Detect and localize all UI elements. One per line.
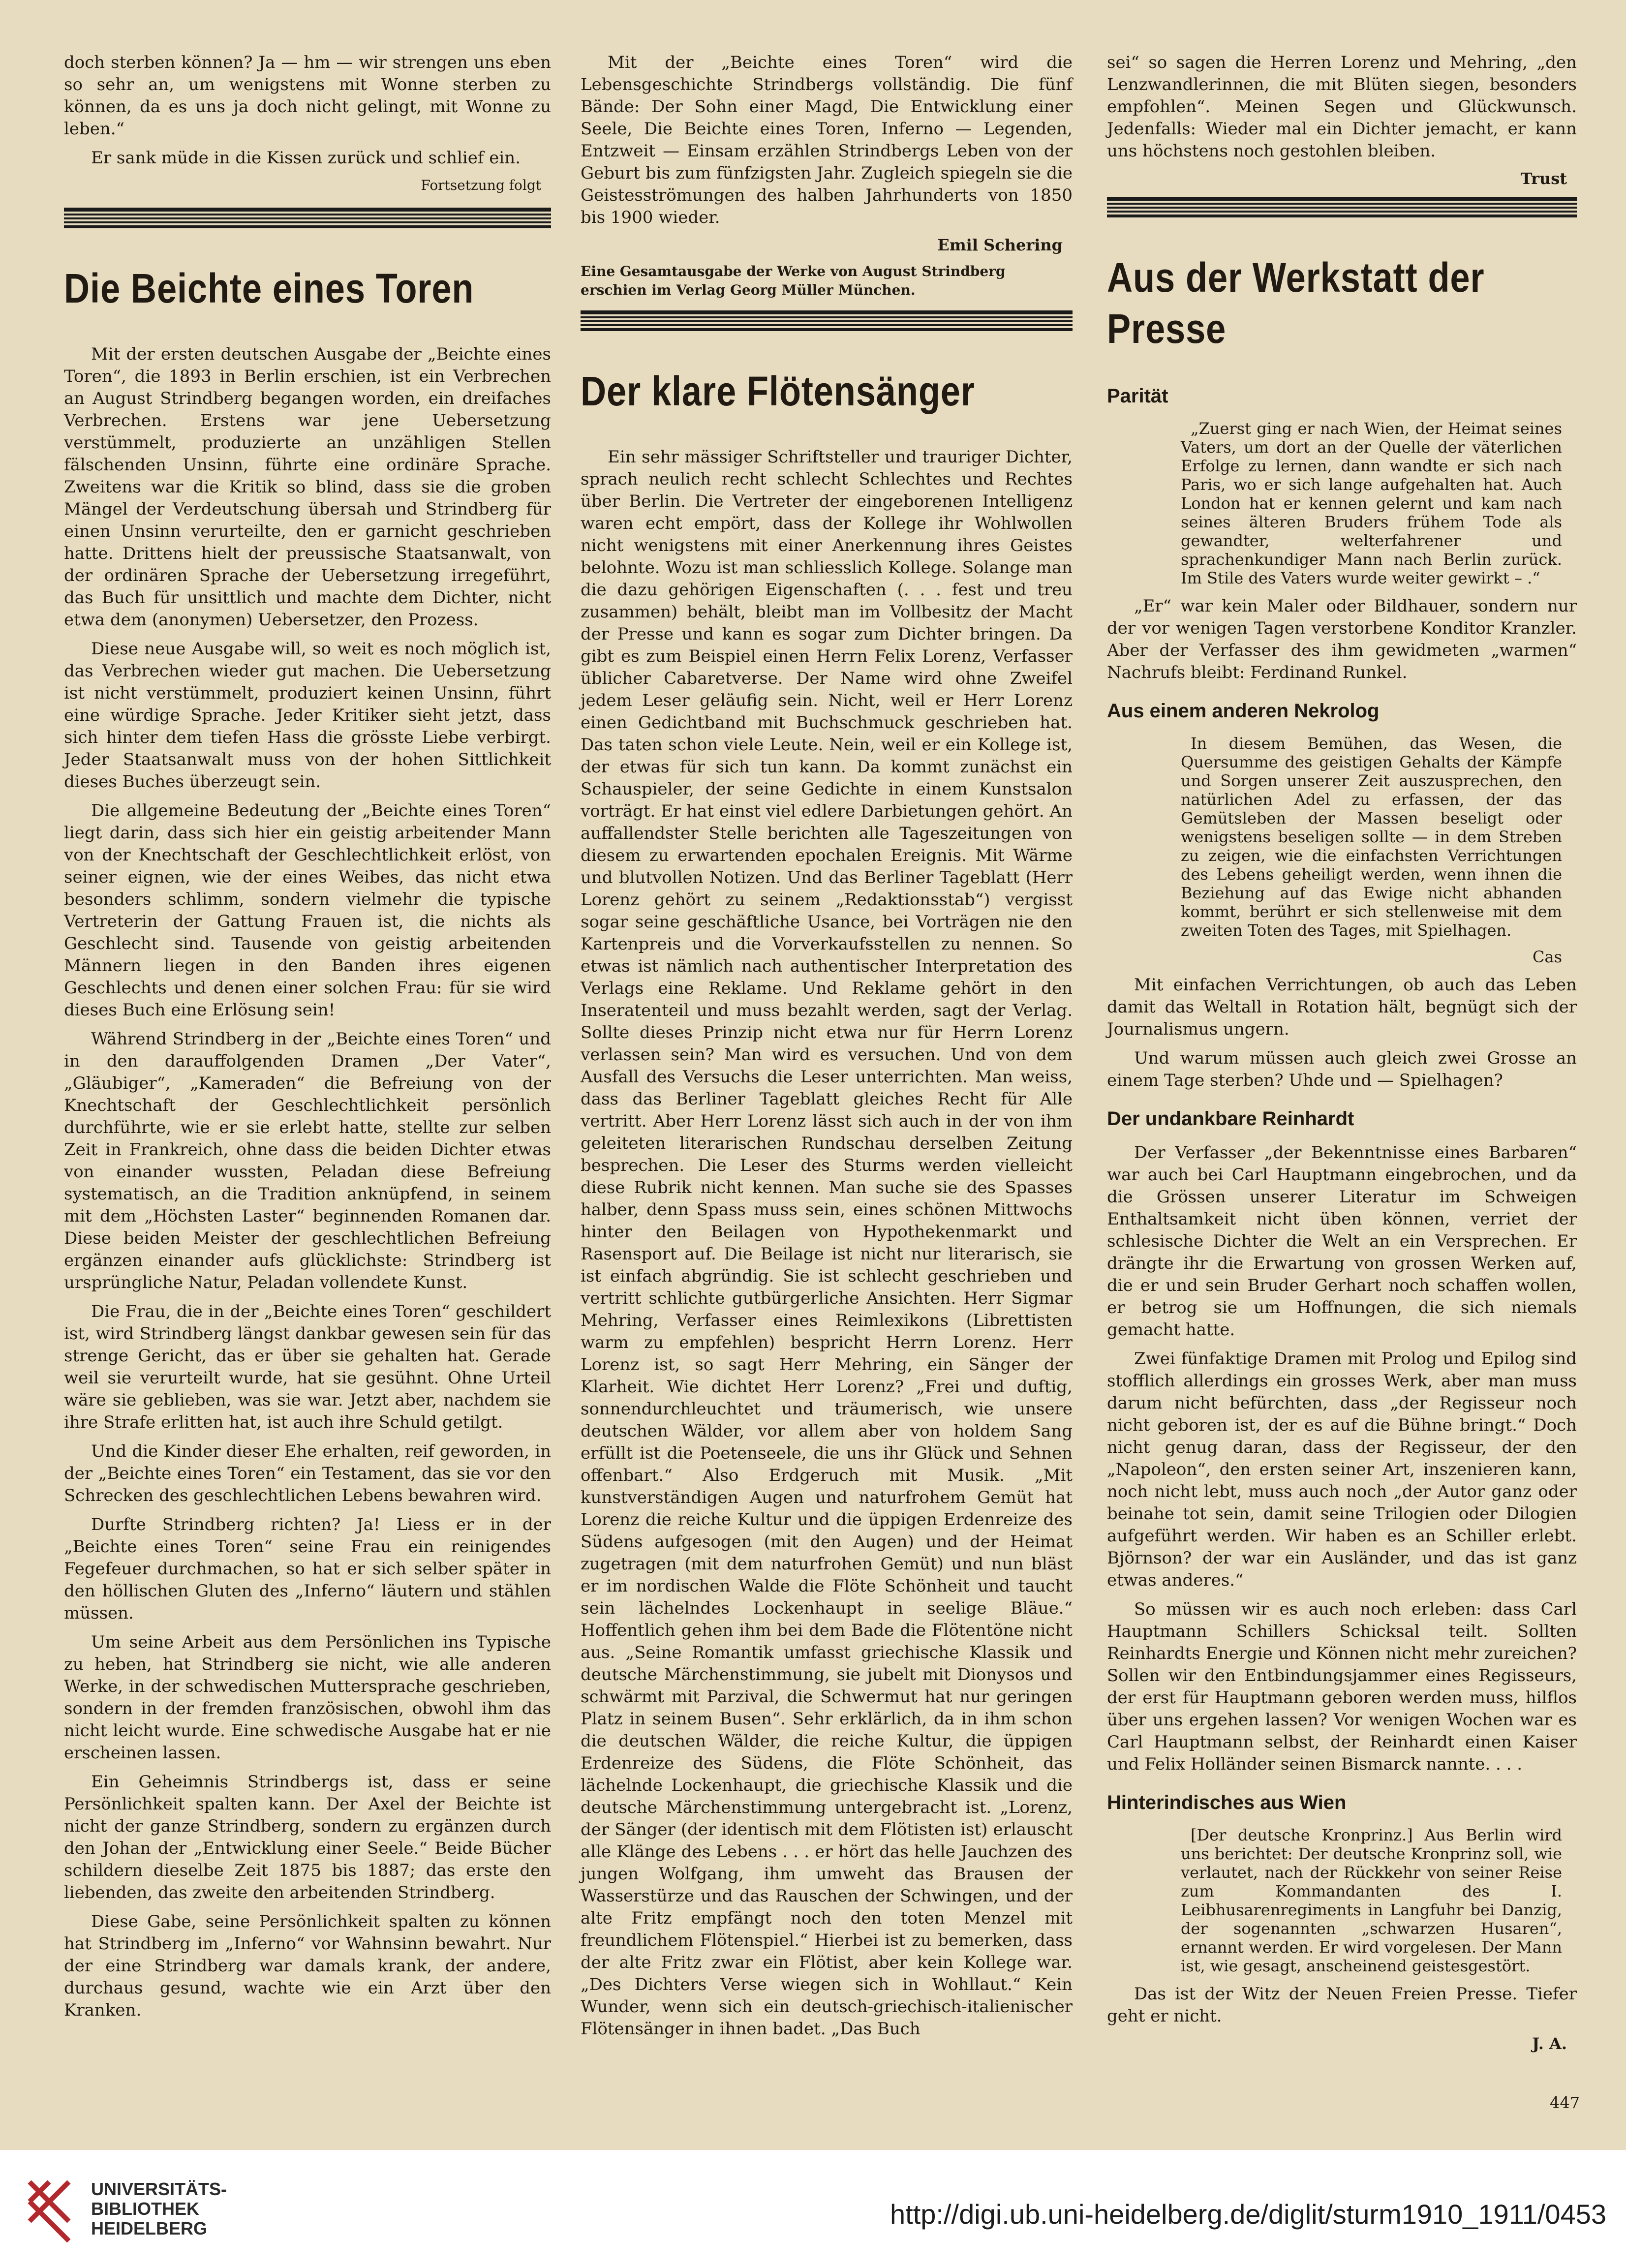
section-heading: Der undankbare Reinhardt: [1107, 1108, 1354, 1130]
paragraph: Mit einfachen Verrichtungen, ob auch das Leben damit das Weltall in Rotation hält, begnügt sich der Journalismus ungern.: [1107, 975, 1577, 1039]
paragraph: Der Verfasser „der Bekenntnisse eines Barbaren“ war auch bei Carl Hauptmann eingebrochen, und da die Grössen unserer Literatur im Schweigen Enthaltsamkeit nicht üben können, verriet der schlesische Dichter die Welt an ein Versprechen. Er drängte ihr die Erwartung von grossen Werken auf, die er und sein Bruder Gerhart noch schaffen wollen, er betrog sie um Hoffnungen, die sich niemals gemacht hatte.: [1107, 1143, 1577, 1340]
paragraph: Während Strindberg in der „Beichte eines Toren“ und in den darauffolgenden Dramen „Der Vater“, „Gläubiger“, „Kameraden“ die Befreiung von der Knechtschaft der Geschlechtlichkeit persönlich durchführte, wie er sie erlebt hatte, stellte zur selben Zeit in Frankreich, ohne dass die beiden Dichter etwas von einander wussten, Peladan diese Befreiung systematisch, an die Tradition anknüpfend, in seinem mit dem „Höchsten Laster“ beginnenden Romanen dar. Diese beiden Meister der geschlechtlichen Befreiung ergänzen einander aufs glücklichste: Strindberg ist ursprüngliche Natur, Peladan vollendete Kunst.: [64, 1029, 551, 1292]
paragraph: So müssen wir es auch noch erleben: dass Carl Hauptmann Schillers Schicksal teilt. Sollten Reinhardts Energie und Können nicht mehr zureichen? Sollen wir den Entbindungsjammer eines Regisseurs, der erst für Hauptmann geboren werden muss, hilflos über uns ergehen lassen? Vor wenigen Wochen war es Carl Hauptmann selbst, der Reinhardt einen Kaiser und Felix Holländer seinen Bismarck nannte. . . .: [1107, 1599, 1577, 1774]
quoted-text: In diesem Bemühen, das Wesen, die Quersumme des geistigen Gehalts der Kämpfe und Sorgen unserer Zeit auszusprechen, den natürlichen Adel zu erfassen, der das Gemütsleben der Massen beseligt oder wenigstens beseligen sollte — in dem Streben zu zeigen, wie die einfachsten Verrichtungen des Lebens geheiligt werden, wenn ihnen die Beziehung auf das Ewige nicht abhanden kommt, berührt er sich stellenweise mit dem zweiten Toten des Tages, mit Spielhagen.: [1181, 734, 1562, 940]
edition-note: Eine Gesamtausgabe der Werke von August Strindberg erschien im Verlag Georg Müller München.: [581, 263, 1006, 298]
paragraph: Die allgemeine Bedeutung der „Beichte eines Toren“ liegt darin, dass sich hier ein geistig arbeitender Mann von der Knechtschaft der Geschlechtlichkeit erlöst, von seiner eignen, wie der eines Weibes, das nicht etwa besonders schlimm, sondern vielmehr die typische Vertreterin der Gattung Frauen ist, die nichts als Geschlecht sind. Tausende von geistig arbeitenden Männern liegen in den Banden ihres eigenen Geschlechts und denen einer solchen Frau: für sie wird dieses Buch eine Erlösung sein!: [64, 801, 551, 1020]
paragraph: Das ist der Witz der Neuen Freien Presse. Tiefer geht er nicht.: [1107, 1984, 1577, 2026]
column-1: [64, 52, 551, 2028]
institution-name: UNIVERSITÄTS- BIBLIOTHEK HEIDELBERG: [91, 2179, 227, 2238]
paragraph: Und warum müssen auch gleich zwei Grosse an einem Tage sterben? Uhde und — Spielhagen?: [1107, 1048, 1577, 1090]
paragraph: „Er“ war kein Maler oder Bildhauer, sondern nur der vor wenigen Tagen verstorbene Konditor Kranzler. Aber der Verfasser des ihm gewidmeten „warmen“ Nachrufs bleibt: Ferdinand Runkel.: [1107, 596, 1577, 682]
continuation-note: Fortsetzung folgt: [421, 177, 541, 193]
paragraph: Diese Gabe, seine Persönlichkeit spalten zu können hat Strindberg im „Inferno“ vor Wahnsinn bewahrt. Nur der eine Strindberg war damals krank, der andere, durchaus gesund, wachte wie ein Arzt über den Kranken.: [64, 1912, 551, 2020]
paragraph: Zwei fünfaktige Dramen mit Prolog und Epilog sind stofflich allerdings ein grosses Werk, aber man muss darum nicht befürchten, dass „der Regisseur noch nicht geboren ist, der es auf die Bühne bringt.“ Doch nicht genug daran, dass der Regisseur, der den „Napoleon“, den ersten seiner Art, inszenieren kann, noch nicht lebt, muss auch noch „der Autor ganz oder beinahe tot sein, damit seine Trilogien oder Dilogien aufgeführt werden. Wir haben es an Schiller erlebt. Björnson? der war ein Ausländer, und das ist ganz etwas anderes.“: [1107, 1349, 1577, 1590]
story-ending-line: Er sank müde in die Kissen zurück und schlief ein.: [91, 148, 521, 168]
section-rule: [581, 310, 1073, 331]
section-rule: [1107, 197, 1577, 217]
page-number: 447: [1550, 2093, 1580, 2112]
article-title: Die Beichte eines Toren: [64, 265, 474, 311]
author-signature: Trust: [1520, 169, 1567, 188]
library-footer: [0, 2150, 1626, 2268]
article-title: Aus der Werkstatt der Presse: [1107, 254, 1485, 352]
library-logo-icon: [20, 2172, 84, 2251]
author-signature: J. A.: [1532, 2034, 1567, 2053]
paragraph: Durfte Strindberg richten? Ja! Liess er in der „Beichte eines Toren“ seine Frau ein reinigendes Fegefeuer durchmachen, so hat er sich selber später in den höllischen Gluten des „Inferno“ läutern und stählen müssen.: [64, 1515, 551, 1623]
quoted-text: [Der deutsche Kronprinz.] Aus Berlin wird uns berichtet: Der deutsche Kronprinz soll, wie verlautet, nach der Rückkehr von seiner Reise zum Kommandanten des I. Leibhusarenregiments in Langfuhr bei Danzig, der sogenannten „schwarzen Husaren“, ernannt werden. Er wird vorgelesen. Der Mann ist, wie gesagt, anscheinend geistesgestört.: [1181, 1826, 1562, 1975]
paragraph: Um seine Arbeit aus dem Persönlichen ins Typische zu heben, hat Strindberg sie nicht, wie alle anderen Werke, in der schwedischen Muttersprache geschrieben, sondern in der fremden französischen, obwohl ihm das nicht leicht wurde. Eine schwedische Ausgabe hat er nie erscheinen lassen.: [64, 1632, 551, 1763]
section-heading: Aus einem anderen Nekrolog: [1107, 700, 1380, 722]
column-2: [581, 52, 1073, 2047]
section-heading: Parität: [1107, 385, 1168, 407]
quote-signature: Cas: [1533, 948, 1562, 966]
paragraph: Mit der „Beichte eines Toren“ wird die Lebensgeschichte Strindbergs vollständig. Die fünf Bände: Der Sohn einer Magd, Die Entwicklung einer Seele, Die Beichte eines Toren, Inferno — Legenden, Entzweit — Einsam erzählen Strindbergs Leben von der Geburt bis zum fünfzigsten Jahr. Zugleich spiegeln sie die Geistesströmungen des halben Jahrhunderts von 1850 bis 1900 wieder.: [581, 53, 1073, 227]
column-3: [1107, 52, 1577, 2061]
paragraph: sei“ so sagen die Herren Lorenz und Mehring, „den Lenzwandlerinnen, die mit Blüten siegen, besonders empfohlen“. Meinen Segen und Glückwunsch. Jedenfalls: Wieder mal ein Dichter jemacht, er kann uns höchstens noch gestohlen bleiben.: [1107, 53, 1577, 161]
source-url-link[interactable]: http://digi.ub.uni-heidelberg.de/diglit/sturm1910_1911/0453: [890, 2199, 1606, 2230]
paragraph: Und die Kinder dieser Ehe erhalten, reif geworden, in der „Beichte eines Toren“ ein Testament, das sie vor den Schrecken des geschlechtlichen Lebens bewahren wird.: [64, 1441, 551, 1505]
article-title: Der klare Flötensänger: [581, 368, 975, 414]
section-heading: Hinterindisches aus Wien: [1107, 1792, 1347, 1813]
paragraph: Mit der ersten deutschen Ausgabe der „Beichte eines Toren“, die 1893 in Berlin erschien, ist ein Verbrechen an August Strindberg begangen worden, ein dreifaches Verbrechen. Erstens war jene Uebersetzung verstümmelt, produzierte an unzähligen Stellen fälschenden Unsinn, führte eine ordinäre Sprache. Zweitens war die Kritik so blind, dass sie die groben Mängel der Verdeutschung übersah und Strindberg für einen Unsinn verurteilte, den er garnicht geschrieben hatte. Drittens hielt der preussische Staatsanwalt, von der ordinären Sprache der Uebersetzung irregeführt, das Buch für unsittlich und machte dem Dichter, nicht etwa dem (anonymen) Uebersetzer, den Prozess.: [64, 344, 551, 630]
paragraph: Diese neue Ausgabe will, so weit es noch möglich ist, das Verbrechen wieder gut machen. Die Uebersetzung ist nicht verstümmelt, produziert keinen Unsinn, führt eine würdige Sprache. Jeder Kritiker sieht jetzt, dass sich hinter dem tiefen Hass die grösste Liebe verbirgt. Jeder Staatsanwalt muss von der hohen Sittlichkeit dieses Buches überzeugt sein.: [64, 639, 551, 792]
paragraph: Die Frau, die in der „Beichte eines Toren“ geschildert ist, wird Strindberg längst dankbar gewesen sein für das strenge Gericht, das er über sie gehalten hat. Gerade weil sie verurteilt wurde, hat sie gesühnt. Ohne Urteil wäre sie geblieben, was sie war. Jetzt aber, nachdem sie ihre Strafe erlitten hat, ist auch ihre Schuld getilgt.: [64, 1302, 551, 1432]
paragraph: Ein Geheimnis Strindbergs ist, dass er seine Persönlichkeit spalten kann. Der Axel der Beichte ist nicht der ganze Strindberg, sondern zu ergänzen durch den Johan der „Entwicklung einer Seele.“ Beide Bücher schildern dieselbe Zeit 1875 bis 1887; das erste den liebenden, das zweite den arbeitenden Strindberg.: [64, 1772, 551, 1902]
paragraph: Ein sehr mässiger Schriftsteller und trauriger Dichter, sprach neulich recht schlecht Schlechtes und Rechtes über Berlin. Die Vertreter der eingeborenen Intelligenz waren echt empört, dass der Kollege ihr Wohlwollen nicht wenigstens mit einer Anerkennung ihres Geistes belohnte. Wozu ist man schliesslich Kollege. Solange man die dazu gehörigen Eigenschaften (. . . fest und treu zusammen) behält, bleibt man im Vollbesitz der Macht der Presse und kann es sogar zum Dichter bringen. Da gibt es zum Beispiel einen Herrn Felix Lorenz, Verfasser üblicher Cabaretverse. Der Name wird ohne Zweifel jedem Leser geläufig sein. Nicht, weil er Herr Lorenz einen Gedichtband mit Buchschmuck geschrieben hat. Das taten schon viele Leute. Nein, weil er ein Kollege ist, der etwas für sich tun kann. Da kommt zunächst ein Schauspieler, der seine Gedichte in einem Kunstsalon vorträgt. Er hat einst viel edlere Darbietungen gehört. An auffallendster Stelle berichten alle Tageszeitungen von diesem zu erwartenden epochalen Ereignis. Mit Wärme und blutvollen Notizen. Und das Berliner Tageblatt (Herr Lorenz gehört zu seinem „Redaktionsstab“) vergisst sogar seine geschäftliche Usance, bei Vorträgen nie den Kartenpreis und die Vorverkaufsstellen zu nennen. So etwas ist nämlich nach authentischer Interpretation des Verlags eine Reklame. Und Reklame gehört in den Inseratenteil und muss bezahlt werden, sagt der Verlag. Sollte dieses Prinzip nicht etwa nur für Herrn Lorenz verlassen sein? Man wird es versuchen. Und von dem Ausfall des Versuchs die Leser unterrichten. Man weiss, dass das Berliner Tageblatt gleiches Recht für Alle vertritt. Aber Herr Lorenz lässt sich auch in der von ihm geleiteten literarischen Rundschau derselben Zeitung besprechen. Die Leser des Sturms werden vielleicht diese Rubrik nicht kennen. Man suche sie des Spasses halber, denn Spass muss sein, eines schönen Mittwochs hinter den Beilagen von Hypothekenmarkt und Rasensport auf. Die Beilage ist nicht nur literarisch, sie ist einfach abgründig. Sie ist schlecht geschrieben und vertritt schlichte gutbürgerliche Ansichten. Herr Sigmar Mehring, Verfasser eines Reimlexikons (Librettisten warm zu empfehlen) bespricht Herrn Lorenz. Herr Lorenz ist, so sagt Herr Mehring, ein Sänger der Klarheit. Wie dichtet Herr Lorenz? „Frei und duftig, sonnendurchleuchtet und träumerisch, wie unsere deutschen Wälder, vor allem aber von holdem Sang erfüllt ist die Poetenseele, die uns ihr Glück und Sehnen offenbart.“ Also Erdgeruch mit Musik. „Mit kunstverständigen Augen und naturfrohem Gemüt hat Lorenz die reiche Kultur und die üppigen Erdenreize des Südens aufgesogen (mit den Augen) und der Heimat zugetragen (mit dem naturfrohen Gemüt) und nun bläst er im nordischen Walde die Flöte Schönheit und taucht sein lächelndes Lockenhaupt in seelige Bläue.“ Hoffentlich gehen ihm bei dem Bade die Flötentöne nicht aus. „Seine Romantik umfasst griechische Klassik und deutsche Märchenstimmung, sie jubelt mit Dionysos und schwärmt mit Parzival, die Schwermut hat nur geringen Platz in seinem Busen“. Sehr erklärlich, da in ihm schon die deutschen Wälder, die reiche Kultur, die üppigen Erdenreize des Südens, die Flöte Schönheit, das lächelnde Lockenhaupt, die griechische Klassik und die deutsche Märchenstimmung untergebracht ist. „Lorenz, der Sänger (der identisch mit dem Flötisten ist) erlauscht alle Klänge des Lebens . . . er hört das helle Jauchzen des jungen Wolfgang, ihm umweht das Brausen der Wasserstürze und das Rauschen der Schwingen, und der alte Fritz empfängt noch den toten Menzel mit freundlichem Flötenspiel.“ Hierbei ist zu bemerken, dass der alte Fritz zwar ein Flötist, aber kein Kollege war. „Des Dichters Verse wiegen sich in Wohllaut.“ Kein Wunder, wenn sich ein deutsch-griechisch-italienischer Flötensänger in ihnen badet. „Das Buch: [581, 447, 1073, 2039]
section-rule: [64, 208, 551, 228]
author-signature: Emil Schering: [937, 236, 1063, 254]
quoted-text: „Zuerst ging er nach Wien, der Heimat seines Vaters, um dort an der Quelle der väterlichen Erfolge zu lernen, dann wandte er sich nach Paris, wo er sich lange aufgehalten hat. Auch London hat er kennen gelernt und kam nach seines älteren Bruders frühem Tode als gewandter, welterfahrener und sprachenkundiger Mann nach Berlin zurück. Im Stile des Vaters wurde weiter gewirkt – .“: [1181, 419, 1562, 587]
story-ending: doch sterben können? Ja — hm — wir strengen uns eben so sehr an, um wenigstens mit Wonne sterben zu können, da es uns ja doch nicht gelingt, mit Wonne zu leben.“: [64, 53, 551, 139]
